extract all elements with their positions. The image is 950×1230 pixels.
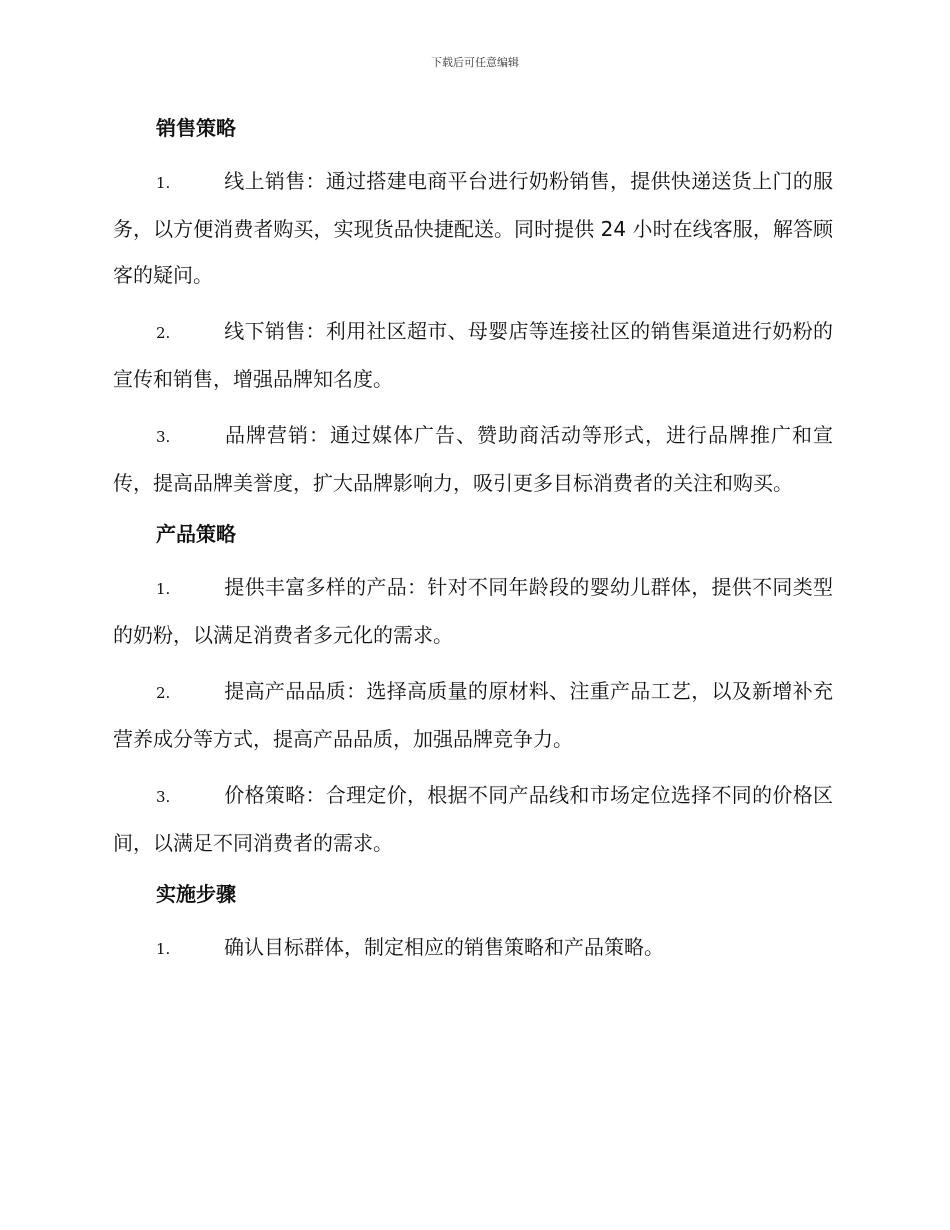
section-product-strategy xyxy=(113,516,833,866)
list-item-number: 2. xyxy=(156,324,171,342)
list-item-number: 1. xyxy=(156,174,171,192)
list-item xyxy=(113,412,833,506)
list-item-text: 价格策略：合理定价，根据不同产品线和市场定位选择不同的价格区间，以满足不同消费者的需求。 xyxy=(113,783,833,855)
list-item xyxy=(113,772,833,866)
list-item-number: 1. xyxy=(156,940,171,958)
list-item-number: 2. xyxy=(156,684,171,702)
list-item-number: 3. xyxy=(156,428,171,446)
section-heading: 实施步骤 xyxy=(156,882,236,906)
list-item xyxy=(113,924,833,972)
list-item-text: 提高产品品质：选择高质量的原材料、注重产品工艺，以及新增补充营养成分等方式，提高产品品质，加强品牌竞争力。 xyxy=(113,679,833,751)
list-item-text: 线下销售：利用社区超市、母婴店等连接社区的销售渠道进行奶粉的宣传和销售，增强品牌知名度。 xyxy=(113,319,833,391)
list-item-text: 品牌营销：通过媒体广告、赞助商活动等形式，进行品牌推广和宣传，提高品牌美誉度，扩大品牌影响力，吸引更多目标消费者的关注和购买。 xyxy=(113,423,833,495)
list-item-number: 1. xyxy=(156,580,171,598)
list-item xyxy=(113,308,833,402)
list-item-text: 提供丰富多样的产品：针对不同年龄段的婴幼儿群体，提供不同类型的奶粉，以满足消费者多元化的需求。 xyxy=(113,575,833,647)
list-item xyxy=(113,564,833,658)
list-item-text: 确认目标群体，制定相应的销售策略和产品策略。 xyxy=(224,935,664,959)
list-item-number: 3. xyxy=(156,788,171,806)
header-note: 下载后可任意编辑 xyxy=(431,56,519,69)
section-heading: 产品策略 xyxy=(156,522,236,546)
list-item xyxy=(113,668,833,762)
section-sales-strategy xyxy=(113,110,833,506)
document-body xyxy=(113,110,833,982)
list-item-text: 线上销售：通过搭建电商平台进行奶粉销售，提供快递送货上门的服务，以方便消费者购买，实现货品快捷配送。同时提供 24 小时在线客服，解答顾客的疑问。 xyxy=(113,169,833,287)
list-item xyxy=(113,158,833,298)
section-heading: 销售策略 xyxy=(156,116,236,140)
section-implementation-steps xyxy=(113,876,833,972)
